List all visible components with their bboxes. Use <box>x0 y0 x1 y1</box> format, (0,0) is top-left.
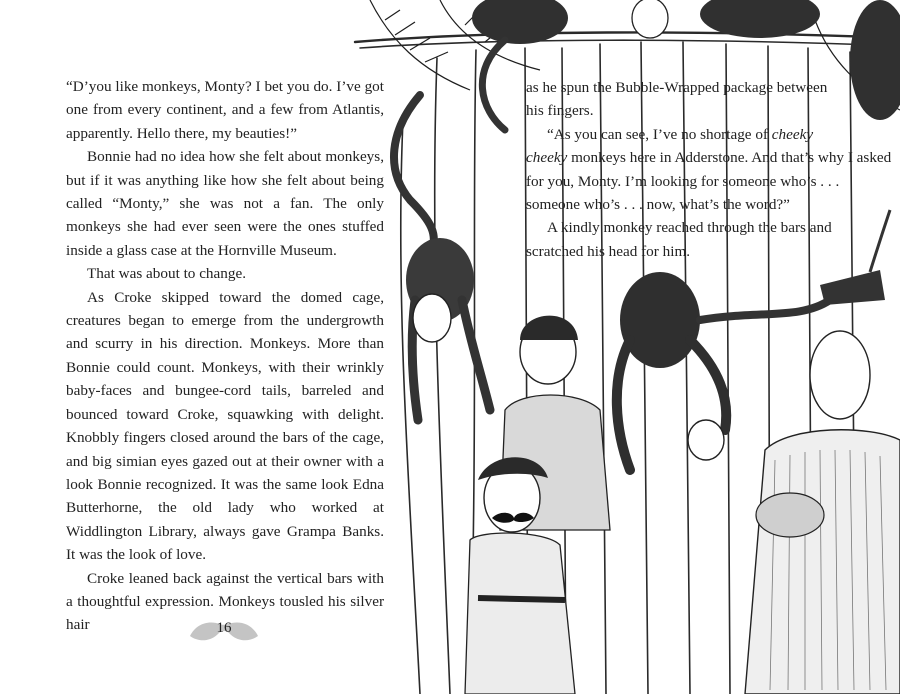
text-line: as he spun the Bubble-Wrapped package between <box>526 79 828 96</box>
package <box>756 493 824 537</box>
page-number: 16 <box>216 620 232 636</box>
monkey-face <box>632 0 668 38</box>
paragraph: “D’you like monkeys, Monty? I bet you do. I’ve got one from every continent, and a few from Atlantis, apparently. Hello there, my beauties!” <box>66 78 384 142</box>
text-line-part: monkeys here in Adderstone. And that’s why I asked <box>571 149 892 167</box>
monkey-face <box>688 420 724 460</box>
girl-belt <box>478 598 565 600</box>
text-line: A kindly monkey reached through the bars and <box>547 219 832 237</box>
paragraph: Croke leaned back against the vertical bars with a thoughtful expression. Monkeys tousled his silver hair <box>66 569 384 634</box>
left-text-column <box>66 75 384 637</box>
text-line: his fingers. <box>526 102 594 120</box>
text-line: someone who’s . . . now, what’s the word?” <box>526 196 790 214</box>
monkey-body <box>620 272 700 368</box>
croke-hat-feather <box>870 210 890 272</box>
croke-suit <box>745 430 900 694</box>
text-line <box>526 146 892 169</box>
paragraph: That was about to change. <box>87 265 246 283</box>
monkey-tail <box>700 300 830 320</box>
emphasis: cheeky <box>771 125 814 143</box>
monkey-face <box>413 294 451 342</box>
text-line: for you, Monty. I’m looking for someone who’s . . . <box>526 172 840 190</box>
man-hair <box>520 316 578 340</box>
text-line-part: “As you can see, I’ve no shortage of <box>547 125 772 143</box>
cage-bar <box>435 58 450 694</box>
text-line: scratched his head for him. <box>526 242 691 260</box>
girl-coat <box>465 533 575 694</box>
text-line <box>526 123 826 146</box>
monkey-top <box>472 0 568 44</box>
croke-head <box>810 331 870 419</box>
monkey-top <box>850 0 900 120</box>
right-text-column <box>526 76 892 263</box>
paragraph: As Croke skipped toward the domed cage, creatures began to emerge from the undergrowth and scurry in his direction. Monkeys. More than Bonnie could count. Monkeys, with their wrinkly baby-faces and bungee-cord tails, barreled and bounced toward Croke, squawking with delight. Knobbly fingers closed around the bars of the cage, and big simian eyes gazed out at their owner with a look Bonnie recognized. It was the same look Edna Butterhorne, the old lady who worked at Widdlington Library, always gave Grampa Banks. It was the look of love. <box>66 288 384 564</box>
emphasis: cheeky <box>526 149 568 167</box>
cage-rail <box>360 40 900 48</box>
paragraph: Bonnie had no idea how she felt about monkeys, but if it was anything like how she felt about being called “Monty,” she was not a fan. The only monkeys she had ever seen were the ones stuffed inside a glass case at the Hornville Museum. <box>66 148 384 259</box>
monkey-tail <box>482 40 505 130</box>
